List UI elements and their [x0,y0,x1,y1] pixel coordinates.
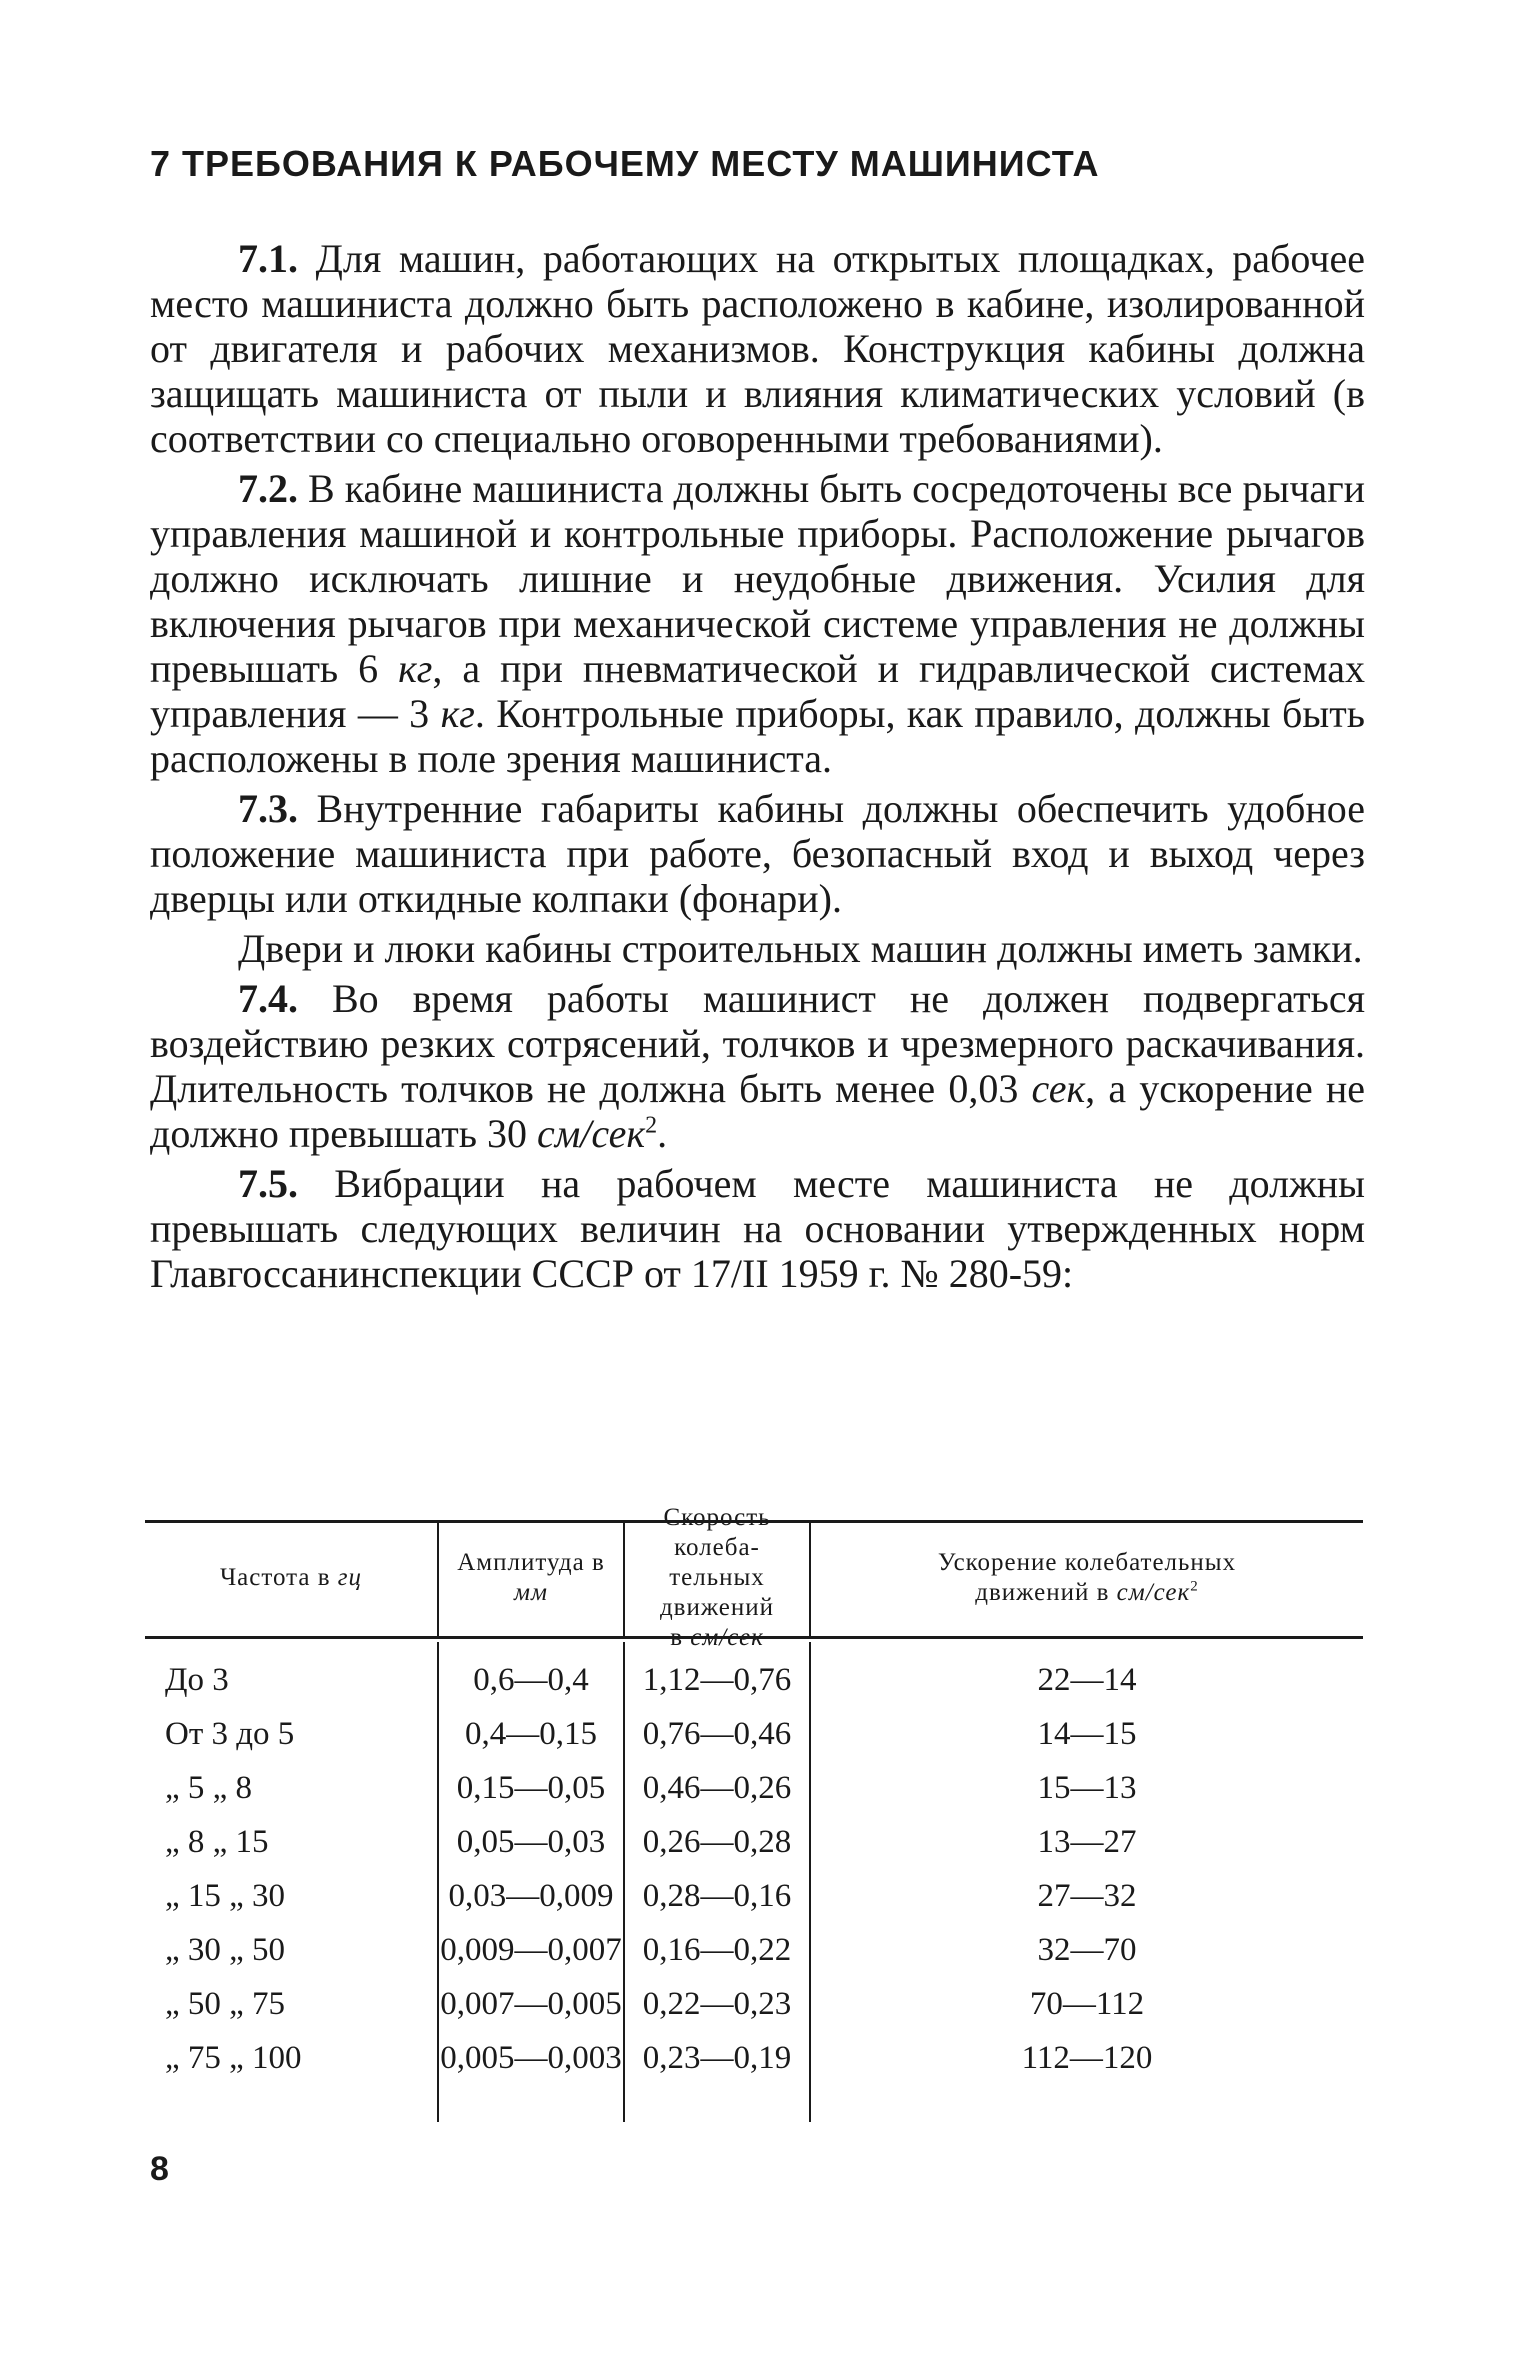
header-text: Ускорение колебательных [937,1549,1237,1576]
table-cell-freq: „ 15 „ 30 [165,1878,286,1914]
table-cell-vel: 0,22—0,23 [642,1986,792,2022]
clause-number: 7.1. [238,236,298,281]
clause-number: 7.4. [238,976,298,1021]
header-amplitude [439,1520,623,1636]
header-text: Скорость колеба- [663,1504,771,1561]
vibration-table [145,1504,1363,2125]
table-cell-amp: 0,4—0,15 [465,1716,597,1752]
table-cell-vel: 1,12—0,76 [642,1662,792,1698]
header-text: Амплитуда в [457,1549,605,1576]
clause-text: Внутренние габариты кабины должны обеспечить удобное положение машиниста при работе, безопасный вход и выход через дверцы или откидные колпаки (фонари). [150,786,1365,921]
clause-text: . [657,1111,668,1156]
table-cell-amp: 0,05—0,03 [456,1824,606,1860]
table-cell-amp: 0,03—0,009 [448,1878,614,1914]
table-cell-acc: 14—15 [1037,1716,1137,1752]
table-cell-amp: 0,005—0,003 [440,2040,622,2076]
table-cell-freq: „ 50 „ 75 [165,1986,286,2022]
superscript: 2 [645,1112,658,1139]
table-cell-acc: 15—13 [1037,1770,1137,1806]
table-cell-acc: 13—27 [1037,1824,1137,1860]
paragraph-7-5 [150,1161,1365,1296]
header-text: движений в [975,1579,1117,1606]
table-cell-vel: 0,26—0,28 [642,1824,792,1860]
clause-text: Вибрации на рабочем месте машиниста не должны превышать следующих величин на основании утвержденных норм Главгоссанинспекции СССР от 17/II 1959 г. № 280-59: [150,1161,1365,1296]
clause-text: В кабине машиниста должны быть сосредоточены все рычаги управления машиной и контрольные приборы. Расположение рычагов должно исключать лишние и неудобные движения. Усилия для включения рычагов при механической системе управления не должны превышать 6 [150,466,1365,691]
paragraph-7-4 [150,976,1365,1156]
clause-text: Для машин, работающих на открытых площадках, рабочее место машиниста должно быть расположено в кабине, изолированной от двигателя и рабочих механизмов. Конструкция кабины должна защищать машиниста от пыли и влияния климатических условий (в соответствии со специально оговоренными требованиями). [150,236,1365,461]
page-body [150,140,1365,1301]
table-cell-freq: „ 30 „ 50 [165,1932,286,1968]
table-cell-freq: „ 8 „ 15 [165,1824,269,1860]
header-text: тельных движений [659,1564,775,1621]
unit-kg: кг [440,691,475,736]
page-number: 8 [150,2150,169,2188]
table-cell-vel: 0,28—0,16 [642,1878,792,1914]
table-cell-acc: 112—120 [1021,2040,1153,2076]
table-cell-acc: 22—14 [1037,1662,1137,1698]
table-cell-vel: 0,23—0,19 [642,2040,792,2076]
table-cell-freq: До 3 [165,1662,229,1698]
superscript: 2 [1190,1578,1199,1595]
table-cell-amp: 0,007—0,005 [440,1986,622,2022]
table-cell-vel: 0,16—0,22 [642,1932,792,1968]
header-velocity [625,1504,809,1651]
clause-text: . Контрольные приборы, как правило, должны быть расположены в поле зрения машиниста. [150,691,1365,781]
clause-number: 7.5. [238,1161,298,1206]
table-cell-freq: От 3 до 5 [165,1716,295,1752]
table-cell-acc: 27—32 [1037,1878,1137,1914]
paragraph-7-3-doors: Двери и люки кабины строительных машин должны иметь замки. [238,926,1363,971]
clause-number: 7.2. [238,466,298,511]
paragraph-7-3 [150,786,1365,921]
table-cell-amp: 0,6—0,4 [473,1662,589,1698]
table-cell-freq: „ 5 „ 8 [165,1770,253,1806]
header-frequency [145,1520,437,1636]
header-unit: мм [514,1579,548,1606]
table-cell-freq: „ 75 „ 100 [165,2040,302,2076]
clause-text: Во время работы машинист не должен подвергаться воздействию резких сотрясений, толчков и чрезмерного раскачивания. Длительность толчков не должна быть менее 0,03 [150,976,1365,1111]
paragraph-7-2 [150,466,1365,781]
header-acceleration [811,1520,1363,1636]
header-text: в [670,1624,691,1651]
unit-sec: сек [1031,1066,1086,1111]
section-heading: 7 ТРЕБОВАНИЯ К РАБОЧЕМУ МЕСТУ МАШИНИСТА [150,143,1100,184]
header-unit: гц [337,1564,363,1591]
unit-acceleration: см/сек [537,1111,646,1156]
header-unit: см/сек [690,1624,764,1651]
clause-number: 7.3. [238,786,298,831]
paragraph-7-1 [150,236,1365,461]
table-cell-acc: 70—112 [1029,1986,1145,2022]
header-unit: см/сек [1116,1579,1191,1606]
table-cell-amp: 0,009—0,007 [440,1932,622,1968]
table-cell-vel: 0,76—0,46 [642,1716,792,1752]
unit-kg: кг [398,646,433,691]
clause-text: , а ускорение не должно превышать 30 [150,1066,1366,1156]
table-cell-amp: 0,15—0,05 [456,1770,606,1806]
table-cell-acc: 32—70 [1037,1932,1137,1968]
table-cell-vel: 0,46—0,26 [642,1770,792,1806]
clause-text: , а при пневматической и гидравлической системах управления — 3 [150,646,1365,736]
header-text: Частота в [219,1564,338,1591]
